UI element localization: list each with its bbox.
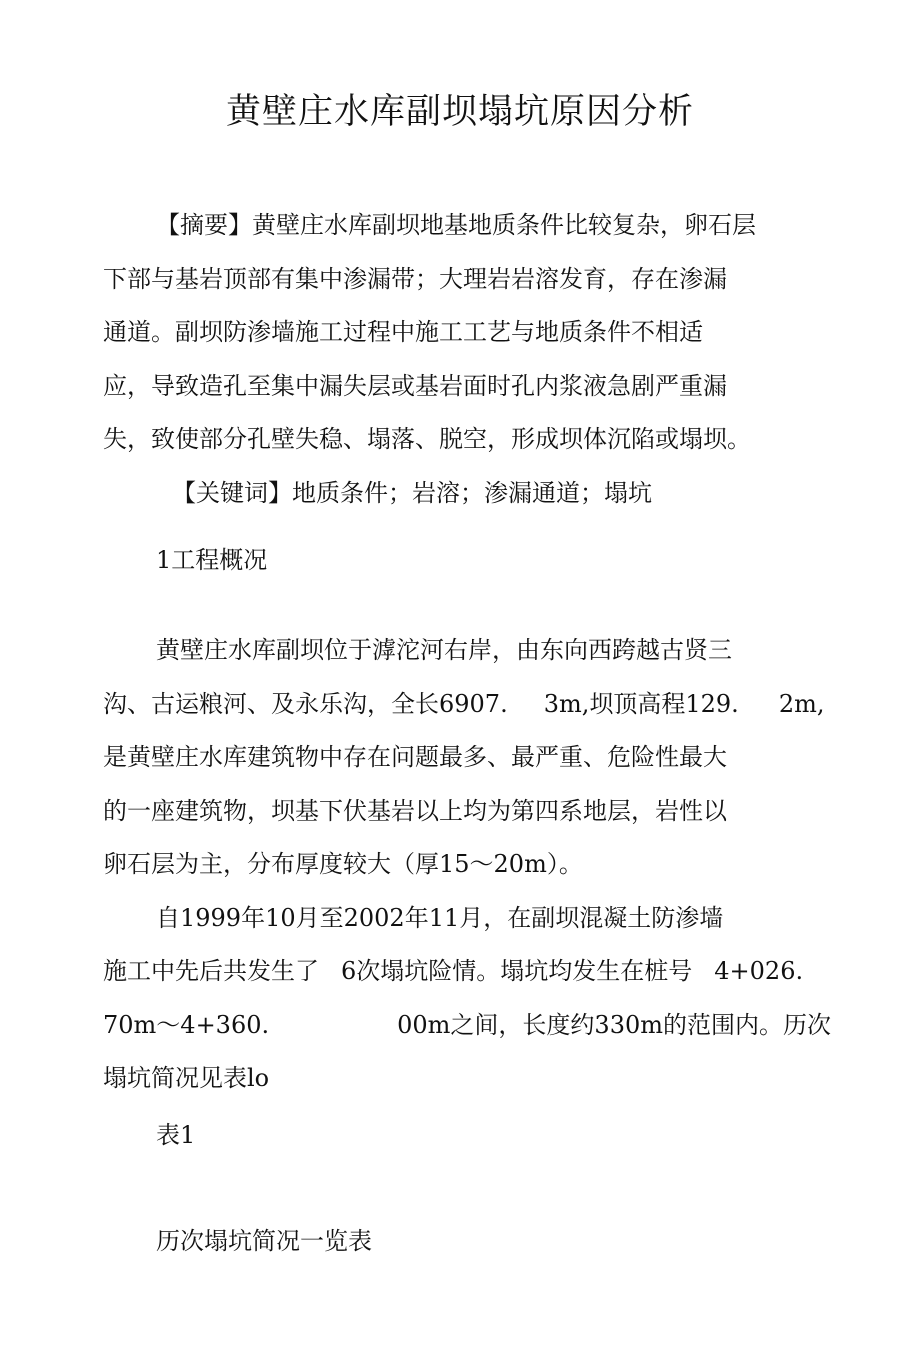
paragraph-line	[103, 687, 824, 721]
text-segment: 6次塌坑险情。塌坑均发生在桩号	[341, 957, 693, 985]
paragraph-line: 卵石层为主，分布厚度较大（厚15～20m）。	[103, 850, 583, 878]
table-caption: 历次塌坑简况一览表	[156, 1227, 372, 1255]
paragraph-line: 塌坑简况见表lo	[103, 1064, 270, 1092]
paragraph-line	[103, 1008, 831, 1042]
document-title: 黄壁庄水库副坝塌坑原因分析	[225, 92, 694, 132]
abstract-line: 【摘要】黄壁庄水库副坝地基地质条件比较复杂，卵石层	[156, 211, 756, 239]
text-segment: 沟、古运粮河、及永乐沟，全长6907.	[103, 690, 508, 718]
text-segment: 3m,坝顶高程129.	[543, 690, 739, 718]
paragraph-line: 黄壁庄水库副坝位于滹沱河右岸，由东向西跨越古贤三	[156, 636, 732, 664]
abstract-line: 通道。副坝防渗墙施工过程中施工工艺与地质条件不相适	[103, 318, 703, 346]
table-label: 表1	[156, 1121, 196, 1149]
text-segment: 70m～4+360.	[103, 1011, 270, 1039]
text-segment: 施工中先后共发生了	[103, 957, 319, 985]
paragraph-line	[103, 954, 803, 988]
section-heading: 1工程概况	[156, 546, 268, 574]
abstract-line: 失，致使部分孔壁失稳、塌落、脱空，形成坝体沉陷或塌坝。	[103, 425, 751, 453]
paragraph-line: 是黄壁庄水库建筑物中存在问题最多、最严重、危险性最大	[103, 743, 727, 771]
keywords-line: 【关键词】地质条件；岩溶；渗漏通道；塌坑	[172, 479, 652, 507]
text-segment: 00m之间，长度约330m的范围内。历次	[397, 1011, 831, 1039]
abstract-line: 应，导致造孔至集中漏失层或基岩面时孔内浆液急剧严重漏	[103, 372, 727, 400]
text-segment: 2m,	[778, 690, 825, 718]
paragraph-line: 自1999年10月至2002年11月，在副坝混凝土防渗墙	[156, 904, 724, 932]
paragraph-line: 的一座建筑物，坝基下伏基岩以上均为第四系地层，岩性以	[103, 797, 727, 825]
abstract-line: 下部与基岩顶部有集中渗漏带；大理岩岩溶发育，存在渗漏	[103, 265, 727, 293]
text-segment: 4+026.	[714, 957, 804, 985]
